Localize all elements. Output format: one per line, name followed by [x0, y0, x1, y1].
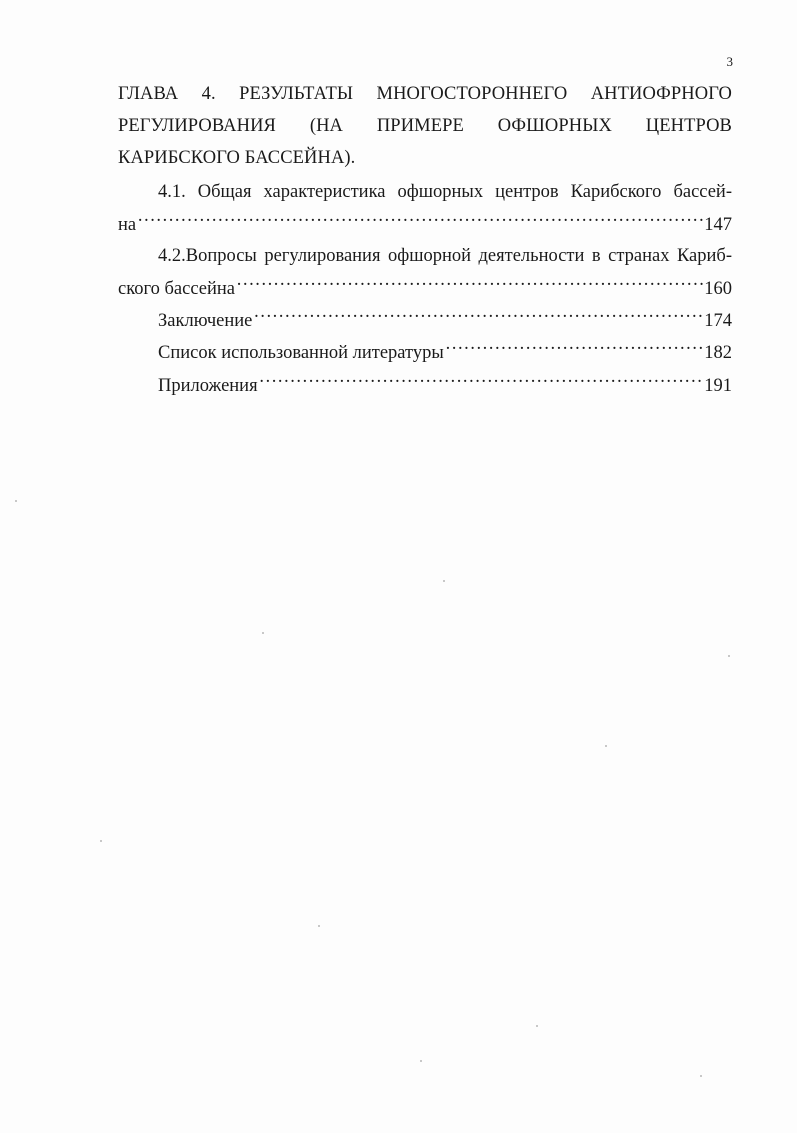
- toc-entry-title: 4.2.Вопросы регулирования офшорной деятельности в странах Кариб-: [158, 246, 732, 266]
- toc-page-ref: 147: [704, 215, 732, 235]
- toc-entry-title: 4.1. Общая характеристика офшорных центров Карибского бассей-: [158, 182, 732, 202]
- toc-leader-line: [118, 305, 732, 338]
- toc-entry-title: Список использованной литературы: [158, 343, 444, 363]
- toc-page-ref: 174: [704, 311, 732, 331]
- scan-speck: [728, 655, 730, 657]
- toc-page-ref: 191: [704, 376, 732, 396]
- toc-entry-4-1[interactable]: [118, 176, 732, 242]
- toc-entry-title: Заключение: [158, 311, 253, 331]
- dot-leader: [253, 308, 703, 327]
- toc-leader-line: [118, 337, 732, 370]
- scan-speck: [100, 840, 102, 842]
- scan-speck: [318, 925, 320, 927]
- scan-speck: [700, 1075, 702, 1077]
- toc-leader-line: [118, 370, 732, 403]
- scan-speck: [605, 745, 607, 747]
- toc-entry-appendices[interactable]: [118, 370, 732, 403]
- toc-entry-title-continuation: ского бассейна: [118, 279, 236, 299]
- chapter-heading: ГЛАВА 4. РЕЗУЛЬТАТЫ МНОГОСТОРОННЕГО АНТИОФРНОГО РЕГУЛИРОВАНИЯ (НА ПРИМЕРЕ ОФШОРНЫХ ЦЕНТРОВ КАРИБСКОГО БАССЕЙНА).: [118, 84, 732, 168]
- scan-speck: [262, 632, 264, 634]
- dot-leader: [137, 212, 703, 231]
- dot-leader: [236, 276, 703, 295]
- toc-page-ref: 182: [704, 343, 732, 363]
- toc-page-ref: 160: [704, 279, 732, 299]
- scan-speck: [15, 500, 17, 502]
- toc-entry-title: Приложения: [158, 376, 258, 396]
- toc-entry-title-continuation: на: [118, 215, 137, 235]
- dot-leader: [445, 340, 703, 359]
- scan-speck: [420, 1060, 422, 1062]
- scan-speck: [536, 1025, 538, 1027]
- toc-entry-conclusion[interactable]: [118, 305, 732, 338]
- page-number: 3: [726, 54, 733, 69]
- toc-leader-line: [118, 273, 732, 306]
- toc-entry-4-2[interactable]: [118, 240, 732, 306]
- toc-leader-line: [118, 209, 732, 242]
- scan-speck: [443, 580, 445, 582]
- toc-entry-bibliography[interactable]: [118, 337, 732, 370]
- dot-leader: [259, 373, 704, 392]
